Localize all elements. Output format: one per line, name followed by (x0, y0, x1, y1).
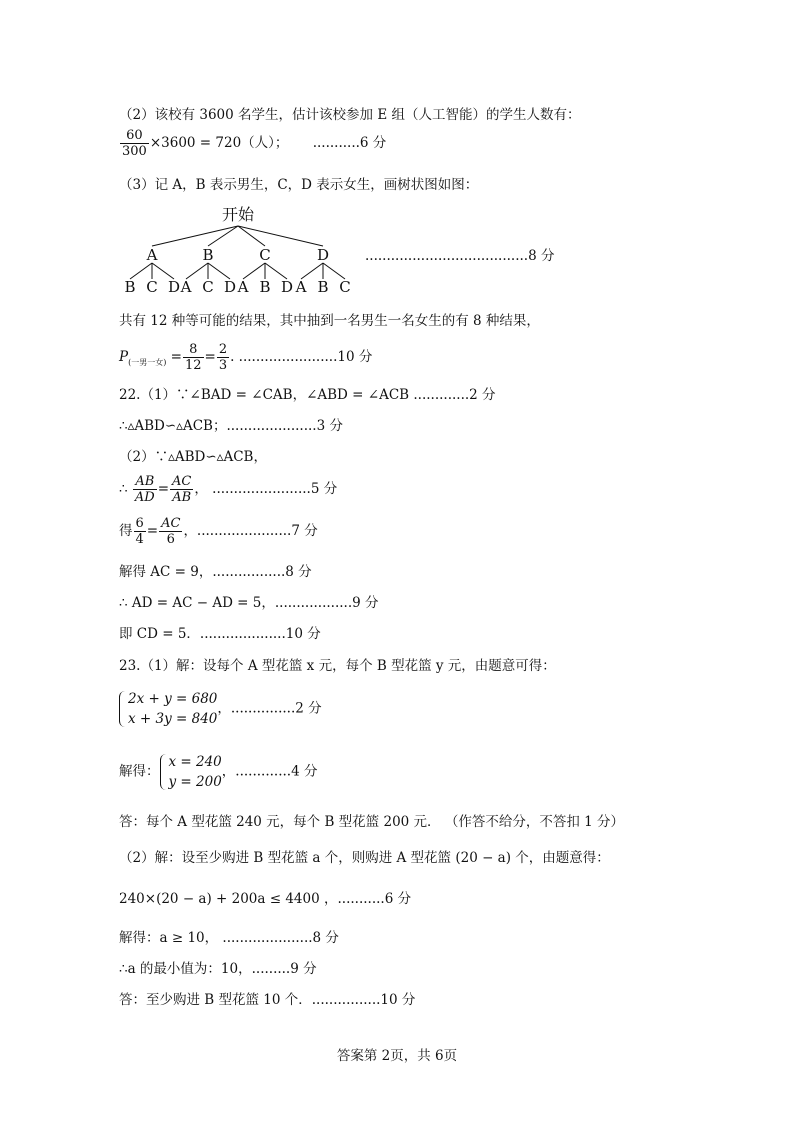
tree-leaf-D: D (223, 278, 237, 296)
tree-edge (265, 263, 287, 279)
fraction-denominator: AD (134, 490, 155, 505)
tree-leaf-D: D (167, 278, 181, 296)
tree-edge (323, 263, 345, 279)
probability-subscript: (一男一女) (128, 358, 167, 367)
tree-node-C: C (259, 246, 271, 264)
tree-leaf-A: A (295, 278, 307, 296)
fraction-ac-ab (170, 474, 193, 505)
solution-x: x = 240 (168, 754, 222, 770)
equation-2: x + 3y = 840 (128, 711, 218, 727)
fraction-numerator: AC (172, 474, 192, 489)
solution-label: 解得： (119, 763, 160, 780)
tree-edge (301, 263, 323, 279)
calc-rest: ×3600 = 720（人）； (149, 135, 289, 151)
tree-edge (152, 263, 174, 279)
fraction-numerator: AC (161, 516, 181, 531)
tree-leaf-B: B (124, 278, 136, 296)
score-marker: ...........6 分 (312, 135, 387, 151)
tree-leaf-D: D (280, 278, 294, 296)
tree-edge (243, 263, 265, 279)
fraction-6-4 (134, 516, 146, 547)
probability-line: $P_{(一男一女)}$ = $\frac{8}{12}$ = $\frac{2}{3}$ . .......................10 分 (119, 342, 373, 373)
score-marker: ，......................7 分 (183, 523, 318, 539)
fraction-60-300 (120, 128, 149, 159)
q23-inequality: 240×(20 − a) + 200a ≤ 4400 ，...........6 分 (119, 891, 412, 907)
fraction-2-3 (217, 342, 229, 373)
tree-node-D: D (316, 246, 330, 264)
fraction-8-12 (183, 342, 204, 373)
score-marker: ，...............2 分 (217, 700, 322, 717)
score-marker: ，.............4 分 (221, 763, 318, 780)
q22-solve-ac: 解得 AC = 9，.................8 分 (119, 564, 312, 580)
tree-edge (130, 263, 152, 279)
solution-y: y = 200 (168, 774, 222, 790)
solution-system (160, 752, 222, 792)
part2-statement: （2）该校有 3600 名学生，估计该校参加 E 组（人工智能）的学生人数有： (119, 107, 581, 123)
tree-edge (208, 263, 230, 279)
fraction-numerator: 60 (120, 128, 149, 144)
page-footer: 答案第 2页，共 6页 (336, 1048, 458, 1064)
tree-score: ......................................8 分 (365, 248, 555, 264)
q23-solve-a: 解得：a ≥ 10， .....................8 分 (119, 930, 339, 946)
tree-leaf-C: C (339, 278, 351, 296)
equation-system (119, 689, 217, 729)
part3-statement: （3）记 A，B 表示男生，C，D 表示女生，画树状图如图： (119, 177, 479, 193)
q23-part1: 23.（1）解：设每个 A 型花篮 x 元，每个 B 型花篮 y 元，由题意可得： (119, 658, 556, 674)
q23-answer1: 答：每个 A 型花篮 240 元，每个 B 型花篮 200 元． （作答不给分，不答扣 1 分） (119, 814, 624, 830)
fraction-numerator: 8 (183, 342, 204, 358)
q22-ad: ∴ AD = AC − AD = 5，..................9 分 (119, 595, 379, 611)
part2-calculation (119, 128, 386, 159)
fraction-denominator: 6 (166, 532, 175, 547)
therefore-symbol: ∴ (119, 481, 128, 497)
tree-edge (152, 226, 238, 246)
score-marker: . .......................10 分 (230, 349, 373, 365)
fraction-numerator: AB (133, 474, 157, 490)
q22-ratio: ∴ $\frac{AB}{AD}$ = $\frac{AC}{AB}$ ， .......................5 分 (119, 474, 338, 505)
q23-solution (119, 752, 317, 792)
tree-root-label: 开始 (221, 205, 255, 224)
tree-edge (186, 263, 208, 279)
q22-similar: ∴▵ABD∽▵ACB；.....................3 分 (119, 418, 343, 434)
fraction-numerator: 6 (135, 516, 144, 531)
tree-leaf-A: A (237, 278, 249, 296)
q22-part1: 22.（1）∵∠BAD = ∠CAB，∠ABD = ∠ACB .............2 分 (119, 387, 496, 403)
fraction-numerator: 2 (218, 342, 228, 357)
q23-system (119, 689, 322, 729)
tree-node-A: A (146, 246, 158, 264)
tree-leaf-A: A (180, 278, 192, 296)
q23-answer2: 答：至少购进 B 型花篮 10 个．................10 分 (119, 992, 416, 1008)
tree-leaf-B: B (259, 278, 271, 296)
outcome-count: 共有 12 种等可能的结果，其中抽到一名男生一名女生的有 8 种结果， (119, 313, 540, 329)
fraction-denominator: 300 (122, 144, 147, 159)
tree-leaf-B: B (317, 278, 329, 296)
equation-1: 2x + y = 680 (128, 691, 218, 707)
tree-leaf-C: C (202, 278, 214, 296)
tree-diagram (110, 200, 370, 300)
probability-symbol: P (119, 349, 129, 365)
q22-substitute: 得 $\frac{6}{4}$ = $\frac{AC}{6}$ ，......................7 分 (119, 516, 318, 547)
fraction-denominator: 3 (218, 358, 228, 373)
fraction-denominator: 12 (184, 358, 202, 373)
fraction-denominator: AB (172, 490, 192, 505)
q22-cd: 即 CD = 5．....................10 分 (119, 626, 321, 642)
fraction-denominator: 4 (135, 532, 144, 547)
fraction-ac-6 (159, 516, 182, 547)
score-marker: ， .......................5 分 (194, 481, 338, 497)
tree-leaf-C: C (146, 278, 158, 296)
tree-node-B: B (202, 246, 214, 264)
q22-part2: （2）∵▵ABD∽▵ACB， (119, 449, 267, 465)
q23-min-a: ∴a 的最小值为：10，.........9 分 (119, 961, 317, 977)
de-label: 得 (119, 523, 133, 539)
fraction-ab-ad (133, 474, 157, 505)
q23-part2: （2）解：设至少购进 B 型花篮 a 个，则购进 A 型花篮 (20 − a) 个，由题意得： (119, 850, 610, 866)
